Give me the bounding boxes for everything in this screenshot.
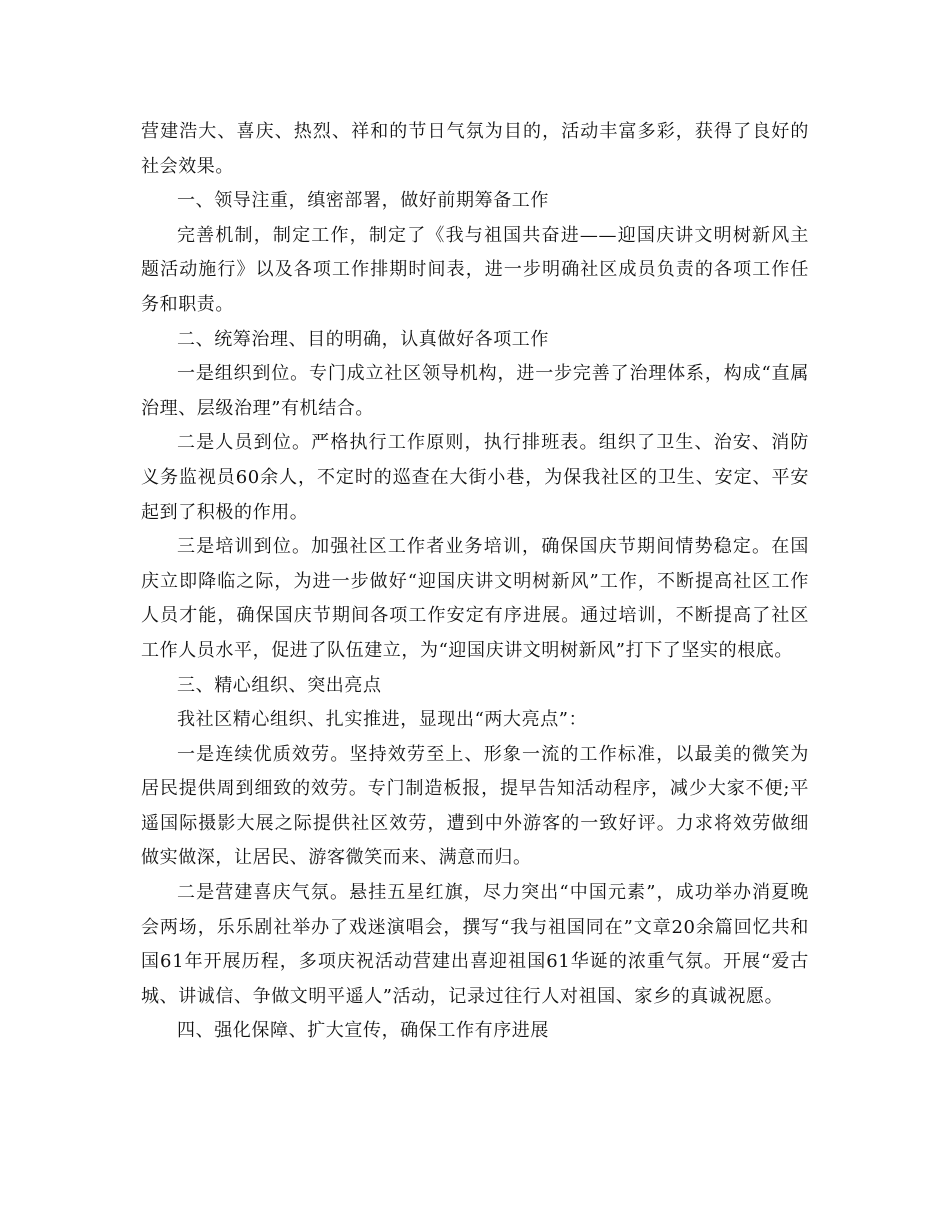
section-heading-3: 三、精心组织、突出亮点 — [177, 674, 382, 696]
paragraph: 三是培训到位。加强社区工作者业务培训，确保国庆节期间情势稳定。在国庆立即降临之际，为进一步做好“迎国庆讲文明树新风”工作，不断提高社区工作人员才能，确保国庆节期间各项工作安定有序进展。通过培训，不断提高了社区工作人员水平，促进了队伍建立，为“迎国庆讲文明树新风”打下了坚实的根底。 — [141, 536, 809, 661]
paragraph: 一是组织到位。专门成立社区领导机构，进一步完善了治理体系，构成“直属治理、层级治理”有机结合。 — [141, 363, 809, 419]
paragraph: 我社区精心组织、扎实推进，显现出“两大亮点”： — [177, 709, 588, 731]
document-body — [141, 115, 809, 1049]
paragraph: 完善机制，制定工作，制定了《我与祖国共奋进——迎国庆讲文明树新风主题活动施行》以及各项工作排期时间表，进一步明确社区成员负责的各项工作任务和职责。 — [141, 224, 809, 315]
section-heading-2: 二、统筹治理、目的明确，认真做好各项工作 — [177, 328, 549, 350]
paragraph: 一是连续优质效劳。坚持效劳至上、形象一流的工作标准，以最美的微笑为居民提供周到细致的效劳。专门制造板报，提早告知活动程序，减少大家不便;平遥国际摄影大展之际提供社区效劳，遭到中外游客的一致好评。力求将效劳做细做实做深，让居民、游客微笑而来、满意而归。 — [141, 743, 809, 869]
section-heading-1: 一、领导注重，缜密部署，做好前期筹备工作 — [177, 190, 549, 212]
paragraph-continuation: 营建浩大、喜庆、热烈、祥和的节日气氛为目的，活动丰富多彩，获得了良好的社会效果。 — [141, 121, 809, 177]
section-heading-4: 四、强化保障、扩大宣传，确保工作有序进展 — [177, 1020, 549, 1042]
paragraph: 二是营建喜庆气氛。悬挂五星红旗，尽力突出“中国元素”，成功举办消夏晚会两场，乐乐剧社举办了戏迷演唱会，撰写“我与祖国同在”文章20余篇回忆共和国61年开展历程，多项庆祝活动营建出喜迎祖国61华诞的浓重气氛。开展“爱古城、讲诚信、争做文明平遥人”活动，记录过往行人对祖国、家乡的真诚祝愿。 — [141, 882, 809, 1007]
paragraph: 二是人员到位。严格执行工作原则，执行排班表。组织了卫生、治安、消防义务监视员60余人，不定时的巡查在大街小巷，为保我社区的卫生、安定、平安起到了积极的作用。 — [141, 432, 809, 523]
